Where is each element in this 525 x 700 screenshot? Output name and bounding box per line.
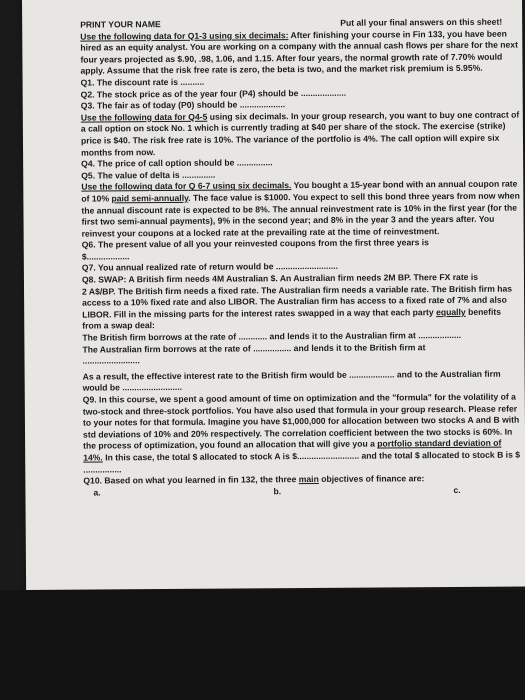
answer-options-row — [83, 484, 523, 499]
question-8-result: As a result, the effective interest rate to the British firm would be ................... and to the Australian firm would be ......................... — [82, 368, 501, 393]
intro-q4-5: Use the following data for Q4-5 using six decimals. In your group research, you want to buy one contract of a call option on stock No. 1 which is currently trading at $40 per share of the stock. The exercise (strike) price is $40. The risk free rate is 10%. The variance of the portfolio is 4%. The call option will expire six months from now. — [80, 109, 520, 158]
print-name-label: PRINT YOUR NAME — [80, 19, 161, 30]
option-b: b. — [273, 485, 282, 497]
question-8-british-line: The British firm borrows at the rate of ............ and lends it to the Australian firm at .................. — [82, 329, 462, 343]
question-4: Q4. The price of call option should be ............... — [81, 157, 273, 169]
option-c: c. — [453, 484, 461, 495]
worksheet-page — [22, 0, 525, 590]
dark-background — [0, 590, 525, 700]
intro-q6-7: Use the following data for Q 6-7 using six decimals. You bought a 15-year bond with an annual coupon rate of 10% paid semi-annually. The face value is $1000. You expect to sell this bond three years from now when the annual discount rate is expected to be 8%. The annual reinvestment rate is 10% in the first year (for the first two semi-annual payments), 9% in the second year; and 8% in the year 3 and the years after. You reinvest your coupons at a locked rate at the prevailing rate at the time of reinvestment. — [81, 178, 520, 239]
question-2: Q2. The stock price as of the year four (P4) should be ................... — [80, 87, 347, 100]
intro-q1-3: Use the following data for Q1-3 using six decimals: After finishing your course in Fin 133, you have been hired as an equity analyst. You are working on a company with the annual cash flows per share for the next four years projected as $.90, .98, 1.06, and 1.15. After four years, the normal growth rate of 7.70% would apply. Assume that the risk free rate is zero, the beta is two, and the market risk premium is 5.95%. — [80, 28, 518, 76]
question-3: Q3. The fair as of today (P0) should be ................... — [80, 99, 286, 111]
instructions-note: Put all your final answers on this sheet! — [340, 16, 503, 28]
question-8-blank-line: ........................ — [82, 355, 140, 366]
option-a: a. — [93, 487, 101, 498]
question-6: Q6. The present value of all you your reinvested coupons from the first three years is — [81, 237, 429, 250]
question-9: Q9. In this course, we spent a good amount of time on optimization and the "formula" for the volatility of a two-stock and three-stock portfolios. You have also used that formula in your group research. Please refer to your notes for that formula. Imagine you have $1,000,000 for allocation between two stocks A and B with std deviations of 10% and 20% respectively. The correlation coefficient between the two stocks is 60%. In the process of optimization, you found an allocation that will give you a portfolio standard deviation of 14%. In this case, the total $ allocated to stock A is $.......................... and the total $ allocated to stock B is $ ................ — [82, 391, 521, 475]
question-8-details: 2 A$/BP. The British firm needs a fixed rate. The Australian firm needs a variable rate. The British firm has access to a 10% fixed rate and also LIBOR. The Australian firm has access to a fixed rate of 7% and also LIBOR. Fill in the missing parts for the interest rates swapped in a way that each party equally benefits from a swap deal: — [81, 283, 513, 332]
worksheet-content — [80, 17, 523, 499]
question-8-australian-line: The Australian firm borrows at the rate of ................ and lends it to the British firm at — [82, 341, 426, 355]
question-10: Q10. Based on what you learned in fin 132, the three main objectives of finance are: — [83, 473, 425, 486]
question-1: Q1. The discount rate is .......... — [80, 76, 205, 88]
question-8: Q8. SWAP: A British firm needs 4M Australian $. An Australian firm needs 2M BP. There FX rate is — [81, 271, 479, 285]
question-5: Q5. The value of delta is .............. — [81, 169, 216, 181]
question-6-answer-line: $.................. — [81, 251, 130, 262]
question-7: Q7. You annual realized rate of return would be .......................... — [81, 261, 339, 274]
